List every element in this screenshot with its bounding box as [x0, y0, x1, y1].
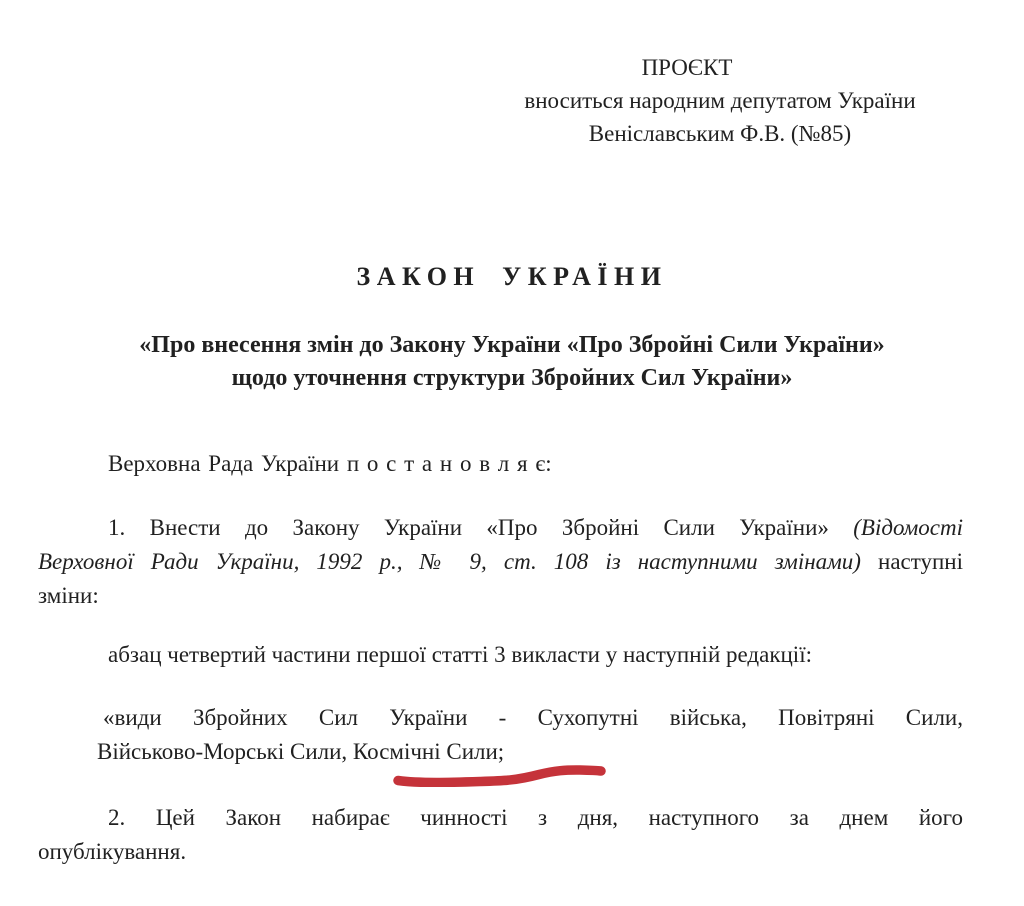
- resolution-clause: Верховна Рада України п о с т а н о в л я є:: [108, 451, 552, 476]
- law-subtitle-line-1: «Про внесення змін до Закону України «Про Збройні Сили України»: [139, 332, 885, 358]
- paragraph-1-line-1: [38, 511, 963, 545]
- paragraph-1-line-2-regular: наступні: [860, 549, 964, 574]
- law-title: ЗАКОН УКРАЇНИ: [356, 262, 668, 291]
- paragraph-1-line-1-italic: (Відомості: [853, 515, 963, 540]
- paragraph-2: [38, 801, 963, 869]
- deputy-name-line: Веніславським Ф.В. (№85): [588, 121, 852, 146]
- paragraph-1-line-2-italic: Верховної Ради України, 1992 р., № 9, ст. 108 із наступними змінами): [38, 549, 861, 574]
- paragraph-1: [38, 511, 963, 613]
- paragraph-1-line-1-regular: 1. Внести до Закону України «Про Збройні Сили України»: [108, 515, 854, 540]
- draft-label: ПРОЄКТ: [641, 55, 733, 80]
- quoted-provision-line-1: «види Збройних Сил України - Сухопутні війська, Повітряні Сили,: [103, 705, 963, 730]
- draft-header: [430, 51, 1010, 150]
- red-underline-stroke: [398, 770, 601, 783]
- law-subtitle-line-2: щодо уточнення структури Збройних Сил України»: [231, 365, 793, 391]
- paragraph-2-line-1: 2. Цей Закон набирає чинності з дня, наступного за днем його: [108, 805, 963, 830]
- paragraph-1-line-3: зміни:: [38, 583, 99, 608]
- paragraph-1-line-2: [38, 545, 963, 579]
- quoted-provision-line-2: Військово-Морські Сили, Космічні Сили;: [97, 739, 505, 764]
- red-underline-annotation: [392, 761, 608, 787]
- amendment-intro: абзац четвертий частини першої статті 3 викласти у наступній редакції:: [108, 642, 812, 667]
- law-subtitle: [0, 329, 1024, 395]
- quoted-provision: [97, 701, 963, 769]
- submitted-by-line: вноситься народним депутатом України: [524, 88, 916, 113]
- paragraph-2-line-2: опублікування.: [38, 839, 187, 864]
